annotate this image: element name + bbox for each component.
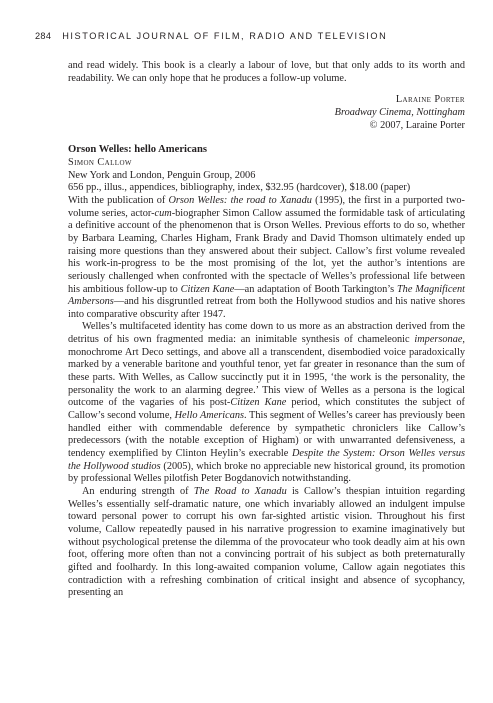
- review-paragraph-1: With the publication of Orson Welles: the road to Xanadu (1995), the first in a purported two-volume series, actor-cum-biographer Simon Callow assumed the formidable task of articulating a definitive account of the phenomenon that is Orson Welles. Previous efforts to do so, whether by Barbara Leaming, Charles Higham, Frank Brady and David Thomson ultimately ended up raising more questions than they answered about their subject. Callow’s first volume revealed his work-in-progress to be the most promising of the lot, yet the author’s intentions are seriously challenged when confronted with the spectacle of Welles’s professional life between his ambitious follow-up to Citizen Kane—an adaptation of Booth Tarkington’s The Magnificent Ambersons—and his disgruntled retreat from both the Hollywood studios and his native shores into comparative obscurity after 1947.: [68, 194, 465, 320]
- review-paragraph-2: Welles’s multifaceted identity has come down to us more as an abstraction derived from the detritus of his own fragmented media: an inimitable synthesis of chameleonic impersonae, monochrome Art Deco settings, and above all a transcendent, disembodied voice paradoxically marked by a venerable baritone and youthful tenor, yet far greater in resonance than the sum of these parts. With Welles, as Callow succinctly put it in 1995, ‘the work is the personality, the personality the work to an alarming degree.’ This view of Welles as a persona is the logical outcome of the vagaries of his post-Citizen Kane period, which constitutes the subject of Callow’s second volume, Hello Americans. This segment of Welles’s career has previously been handled either with commendable deference by sympathetic chroniclers like Callow’s predecessors (with the notable exception of Higham) or with unwarranted defensiveness, a tendency exemplified by Clinton Heylin’s execrable Despite the System: Orson Welles versus the Hollywood studios (2005), which broke no appreciable new historical ground, its promotion by professional Welles pilotfish Peter Bogdanovich notwithstanding.: [68, 321, 466, 485]
- book-author: Simon Callow: [68, 156, 132, 168]
- running-head: [35, 31, 465, 41]
- review-book-title: Orson Welles: hello Americans: [68, 144, 207, 156]
- previous-review-closing-paragraph: and read widely. This book is a clearly a labour of love, but that only adds to its worth and readability. We can only hope that he produces a follow-up volume.: [68, 60, 465, 84]
- journal-title: HISTORICAL JOURNAL OF FILM, RADIO AND TELEVISION: [62, 31, 388, 41]
- page-number: 284: [35, 31, 52, 41]
- publisher-line: New York and London, Penguin Group, 2006: [68, 169, 256, 181]
- reviewer-name: Laraine Porter: [395, 94, 465, 106]
- reviewer-affiliation: Broadway Cinema, Nottingham: [334, 106, 465, 118]
- book-details-line: 656 pp., illus., appendices, bibliography, index, $32.95 (hardcover), $18.00 (paper): [68, 182, 411, 194]
- copyright-line: © 2007, Laraine Porter: [369, 119, 465, 131]
- page-body: [68, 60, 465, 600]
- review-paragraph-3: An enduring strength of The Road to Xanadu is Callow’s thespian intuition regarding Welles’s essentially self-dramatic nature, one which invariably allowed an indulgent impulse toward personal power to corrupt his own far-sighted artistic vision. Throughout his first volume, Callow repeatedly paused in his narrative progression to examine imaginatively but without psychological pretense the dilemma of the provocateur who took deadly aim at his own foot, offering more often than not a convincing portrait of his subject as both preternaturally gifted and foolhardy. In this long-awaited companion volume, Callow again negotiates this contradiction with a refreshing combination of critical insight and absence of sycophancy, presenting an: [68, 486, 465, 599]
